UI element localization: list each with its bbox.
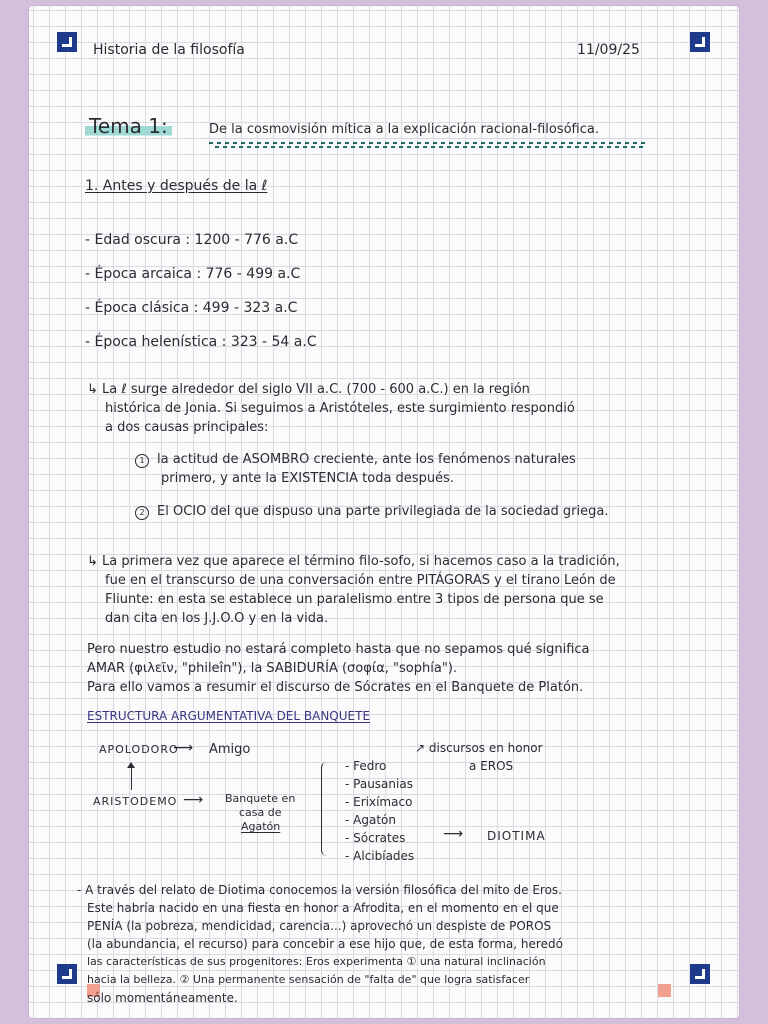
cause1-number: 1 [135,454,149,468]
para4-line: sólo momentáneamente. [87,991,238,1005]
era-line: - Época helenística : 323 - 54 a.C [85,334,317,350]
speaker-item: - Erixímaco [345,795,413,809]
header-date: 11/09/25 [577,42,640,58]
speaker-item: - Fedro [345,759,387,773]
header-subject: Historia de la filosofía [93,42,245,58]
discursos-label: ↗ discursos en honor [415,741,543,755]
era-line: - Época clásica : 499 - 323 a.C [85,300,298,316]
speaker-item: - Sócrates [345,831,406,845]
banquete-line: casa de [239,806,282,819]
corner-marker-bottom-right-icon [690,964,710,984]
para3-line: Para ello vamos a resumir el discurso de Sócrates en el Banquete de Platón. [87,680,584,695]
cause1-text: la actitud de ASOMBRO creciente, ante los fenómenos naturales [157,452,576,467]
sócrates-arrow: ⟶ [443,826,464,842]
para4-line: PENÍA (la pobreza, mendicidad, carencia...) aprovechó un despiste de POROS [87,919,552,933]
apolodoro-label: APOLODORO [99,743,179,756]
amigo-label: Amigo [209,742,251,757]
subtitle-underline-2 [211,146,647,148]
corner-marker-top-right-icon [690,32,710,52]
cause2-line [135,504,608,520]
corner-marker-bottom-left-icon [57,964,77,984]
para2-line: Fliunte: en esta se establece un paralelismo entre 3 tipos de persona que se [105,592,604,607]
para3-line: AMAR (φιλεῖν, "phileîn"), la SABIDURÍA (σοφία, "sophía"). [87,661,458,676]
para4-line: Este habría nacido en una fiesta en honor a Afrodita, en el momento en el que [87,901,559,915]
cause2-text: El OCIO del que dispuso una parte privilegiada de la sociedad griega. [157,504,609,519]
para4-line: hacia la belleza. ② Una permanente sensación de "falta de" que logra satisfacer [87,973,530,986]
cause2-number: 2 [135,506,149,520]
para2-line: ↳ La primera vez que aparece el término filo-sofo, si hacemos caso a la tradición, [87,554,620,569]
speaker-item: - Pausanias [345,777,413,791]
discursos-label: a EROS [469,759,514,773]
para4-line: las características de sus progenitores: Eros experimenta ① una natural inclinación [87,955,546,968]
aristodemo-label: ARISTODEMO [93,795,178,808]
speakers-brace [321,762,330,856]
aristodemo-arrow: ⟶ [183,792,204,808]
tema-title: Tema 1: [85,114,172,138]
para4-line: - A través del relato de Diotima conocemos la versión filosófica del mito de Eros. [77,883,562,897]
up-arrow-icon [131,764,132,790]
banquete-line: Banquete en [225,792,296,805]
diagram-heading: ESTRUCTURA ARGUMENTATIVA DEL BANQUETE [87,709,371,723]
para1-line: histórica de Jonia. Si seguimos a Aristóteles, este surgimiento respondió [105,401,575,416]
speaker-item: - Agatón [345,813,396,827]
para1-line: ↳ La ℓ surge alrededor del siglo VII a.C. (700 - 600 a.C.) en la región [87,382,530,397]
cause1-line [135,452,576,468]
para2-line: fue en el transcurso de una conversación entre PITÁGORAS y el tirano León de [105,573,616,588]
corner-marker-top-left-icon [57,32,77,52]
era-line: - Época arcaica : 776 - 499 a.C [85,266,301,282]
section1-heading: 1. Antes y después de la ℓ [85,178,268,194]
banquete-line: Agatón [241,820,281,833]
para2-line: dan cita en los J.J.O.O y en la vida. [105,611,329,626]
tema-subtitle: De la cosmovisión mítica a la explicación racional-filosófica. [209,122,599,137]
era-line: - Edad oscura : 1200 - 776 a.C [85,232,299,248]
subtitle-underline [209,142,649,144]
cause1-line: primero, y ante la EXISTENCIA toda después. [161,471,454,486]
diotima-label: DIOTIMA [487,829,546,843]
para4-line: (la abundancia, el recurso) para concebir a ese hijo que, de esta forma, heredó [87,937,563,951]
para1-line: a dos causas principales: [105,420,269,435]
speaker-item: - Alcibíades [345,849,415,863]
corner-square-right-icon [658,984,671,997]
notebook-page [29,6,739,1018]
para3-line: Pero nuestro estudio no estará completo hasta que no sepamos qué significa [87,642,590,657]
apolodoro-arrow: ⟶ [173,740,194,756]
